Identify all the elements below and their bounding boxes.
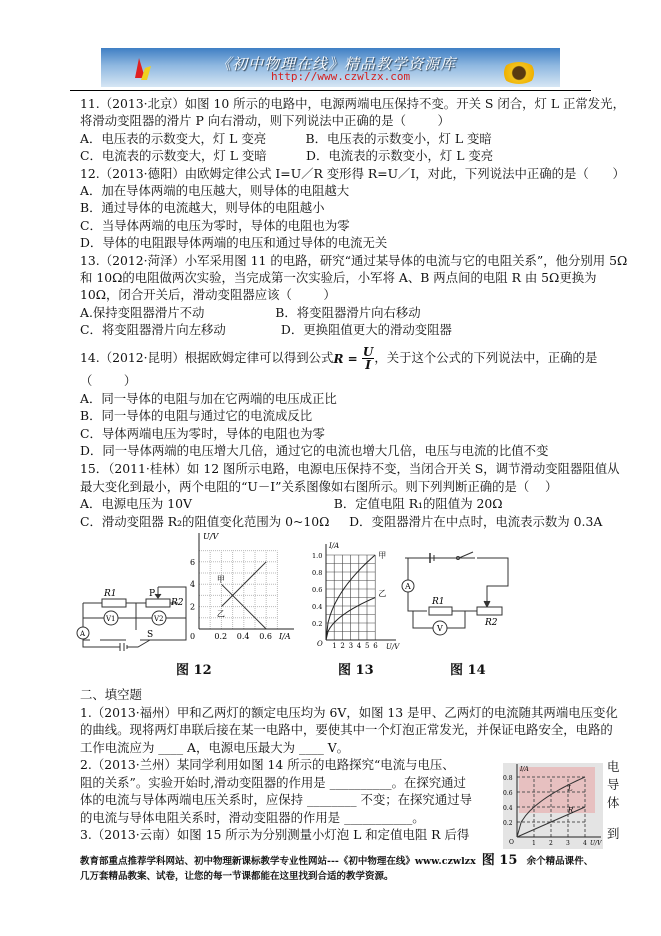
q14-text-suffix: ，关于这个公式的下列说法中，正确的是 <box>374 350 598 365</box>
series-label-jia: 甲 <box>216 574 225 584</box>
x-axis-label: I/A <box>279 632 291 641</box>
text-line: A．电压表的示数变大，灯 L 变亮 B．电压表的示数变小，灯 L 变暗 <box>80 130 492 146</box>
x-tick-label: 2 <box>340 642 345 650</box>
text-line: 12.（2013·德阳）由欧姆定律公式 I=U／R 变形得 R=U／I，对此，下列说法中正确的是（ ） <box>80 165 625 181</box>
text-line: 体的电流与导体两端电压关系时，应保持 ________ 不变；在探究通过导 <box>80 792 472 807</box>
origin-label: 0 <box>190 632 196 641</box>
r1-label: R1 <box>104 589 117 599</box>
ammeter-label: A <box>405 582 411 591</box>
y-tick-label: 1.0 <box>312 552 323 560</box>
text-line: B．通过导体的电流越大，则导体的电阻越小 <box>80 200 325 216</box>
formula-lhs: R = <box>333 351 358 366</box>
x-tick-label: 0.4 <box>236 632 250 641</box>
banner-title: 《初中物理在线》精品教学资源库 <box>216 55 457 73</box>
text-line: 二、填空题 <box>80 687 142 702</box>
voltmeter-label: V <box>437 624 443 633</box>
text-line: 工作电流应为 ____ A，电源电压最大为 ____ V。 <box>80 739 350 755</box>
text-line: A．电源电压为 10V B．定值电阻 R₁的阻值为 20Ω <box>80 496 503 512</box>
text-line: A．同一导体的电阻与加在它两端的电压成正比 <box>80 390 337 406</box>
text-line: 和 10Ω的电阻做两次实验，当完成第一次实验后，小军将 A、B 两点间的电阻 R 由 5Ω更换为 <box>80 270 597 285</box>
x-tick-label: 3 <box>348 642 354 650</box>
formula-numerator: U <box>362 345 374 359</box>
y-tick-label: 0.6 <box>312 586 323 594</box>
figure-15-graph <box>503 763 603 849</box>
wrapped-char: 电 <box>607 759 620 774</box>
logo-icon <box>131 56 157 82</box>
x-axis-label: U/V <box>590 840 602 847</box>
text-line: 10Ω，闭合开关后，滑动变阻器应该（ ） <box>80 287 336 303</box>
footer <box>80 853 595 884</box>
text-line: 13.（2012·菏泽）小军采用图 11 的电路，研究“通过某导体的电流与它的电阻关系”，他分别用 5Ω <box>80 252 628 268</box>
series-label-L: L <box>568 784 573 793</box>
footer-line-1: 教育部重点推荐学科网站、初中物理新课标教学专业性网站---《初中物理在线》www.czwlzx <box>80 856 476 867</box>
v1-label: V1 <box>106 615 116 623</box>
figure-12-circuit <box>80 585 190 650</box>
text-line: C．将变阻器滑片向左移动 D．更换阻值更大的滑动变阻器 <box>80 322 452 338</box>
y-tick-label: 4 <box>190 580 196 590</box>
ammeter-label: A <box>80 630 86 638</box>
wrapped-char: 体 <box>607 795 620 810</box>
pink-background <box>519 767 595 813</box>
origin-label: O <box>509 839 514 846</box>
y-axis-label: U/V <box>203 532 219 541</box>
series-label-jia: 甲 <box>378 551 387 560</box>
series-label-R: R <box>568 806 574 815</box>
text-line: （ ） <box>80 373 137 388</box>
text-line: 的曲线。现将两灯串联后接在某一电路中，要使其中一个灯泡正常发光，并保证电路安全，电路的 <box>80 722 613 737</box>
text-line: 11.（2013·北京）如图 10 所示的电路中，电源两端电压保持不变。开关 S 闭合，灯 L 正常发光， <box>80 96 625 111</box>
x-axis-label: U/V <box>386 643 400 651</box>
text-line: 1.（2013·福州）甲和乙两灯的额定电压均为 6V，如图 13 是甲、乙两灯的电流随其两端电压变化 <box>80 704 618 720</box>
y-tick-label: 0.6 <box>503 790 513 797</box>
origin-label: O <box>317 640 323 648</box>
y-tick-label: 0.2 <box>503 820 513 827</box>
figure-15-caption: 图 15 <box>481 853 518 868</box>
formula-denominator: I <box>365 358 371 372</box>
r2-label: R2 <box>485 618 498 628</box>
wrapped-char: 导 <box>607 777 620 792</box>
text-line: 阻的关系”。实验开始时,滑动变阻器的作用是 __________。在探究通过 <box>80 774 466 790</box>
x-tick-label: 3 <box>566 840 570 847</box>
wrapped-char: 到 <box>607 826 620 841</box>
series-label-yi: 乙 <box>378 588 387 598</box>
p-label: P <box>149 589 156 599</box>
switch-label: S <box>147 630 154 640</box>
x-tick-label: 1 <box>532 840 536 847</box>
text-line: A.保持变阻器滑片不动 B．将变阻器滑片向右移动 <box>80 304 421 320</box>
text-line: D．导体的电阻跟导体两端的电压和通过导体的电流无关 <box>80 235 388 251</box>
v2-label: V2 <box>154 615 164 623</box>
question-14-header <box>80 346 597 371</box>
text-line: B．同一导体的电阻与通过它的电流成反比 <box>80 408 313 424</box>
y-tick-label: 0.2 <box>312 620 323 628</box>
footer-line-1b: 余个精品课 <box>523 856 575 867</box>
x-tick-label: 1 <box>332 642 337 650</box>
x-tick-label: 4 <box>583 840 587 847</box>
text-line: C．导体两端电压为零时，导体的电阻也为零 <box>80 425 325 441</box>
header-divider <box>70 90 591 91</box>
figure-12-graph <box>188 530 298 645</box>
sunflower-image <box>501 62 537 84</box>
x-tick-label: 5 <box>365 642 370 650</box>
r1-label: R1 <box>432 597 445 607</box>
y-axis-label: I/A <box>329 542 340 550</box>
footer-line-2: 件、几万套精品教案、试卷，让您的每一节课都能在这里找到合适的教学资源。 <box>80 856 594 882</box>
y-tick-label: 0.8 <box>503 775 513 782</box>
x-tick-label: 0.2 <box>214 632 228 641</box>
text-line: 的电流与导体电阻关系时，滑动变阻器的作用是 ___________。 <box>80 809 425 825</box>
text-line: 3.（2013·云南）如图 15 所示为分别测量小灯泡 L 和定值电阻 R 后得 <box>80 827 470 842</box>
x-tick-label: 2 <box>549 840 553 847</box>
x-tick-label: 6 <box>373 642 378 650</box>
figure-13-graph <box>312 540 400 651</box>
text-line: 15．（2011·桂林）如 12 图所示电路，电源电压保持不变，当闭合开关 S，调节滑动变阻器阻值从 <box>80 461 620 476</box>
q14-text: 14.（2012·昆明）根据欧姆定律可以得到公式 <box>80 350 334 365</box>
text-line: C．滑动变阻器 R₂的阻值变化范围为 0~10Ω D．变阻器滑片在中点时，电流表示数为 0.3A <box>80 513 603 529</box>
text-line: A．加在导体两端的电压越大，则导体的电阻越大 <box>80 183 350 198</box>
series-label-yi: 乙 <box>216 609 225 619</box>
header-banner <box>101 48 560 87</box>
figure-13-caption: 图 13 <box>338 663 374 678</box>
banner-url[interactable]: http://www.czwlzx.com <box>271 70 411 83</box>
text-line: C．电流表的示数变大，灯 L 变暗 D．电流表的示数变小，灯 L 变亮 <box>80 148 494 164</box>
x-tick-label: 0.6 <box>259 632 272 641</box>
formula <box>333 346 374 371</box>
y-axis-label: I/A <box>520 766 529 773</box>
figure-12-caption: 图 12 <box>176 663 212 678</box>
x-tick-label: 4 <box>356 642 362 650</box>
text-line: C．当导体两端的电压为零时，导体的电阻也为零 <box>80 217 350 233</box>
text-line: 将滑动变阻器的滑片 P 向右滑动，则下列说法中正确的是（ ） <box>80 113 450 129</box>
figure-14-circuit <box>405 550 520 635</box>
y-tick-label: 0.4 <box>312 603 323 611</box>
text-line: 最大变化到最小，两个电阻的“U－I”关系图像如右图所示。则下列判断正确的是（ ） <box>80 478 558 494</box>
text-line: D．同一导体两端的电压增大几倍，通过它的电流也增大几倍，电压与电流的比值不变 <box>80 443 549 459</box>
y-tick-label: 0.8 <box>312 569 323 577</box>
y-tick-label: 2 <box>190 602 196 612</box>
figure-14-caption: 图 14 <box>450 663 486 678</box>
r2-label: R2 <box>171 598 184 608</box>
y-tick-label: 0.4 <box>503 805 513 812</box>
text-line: 2.（2013·兰州）某同学利用如图 14 所示的电路探究“电流与电压、 <box>80 757 455 772</box>
y-tick-label: 6 <box>190 557 196 567</box>
